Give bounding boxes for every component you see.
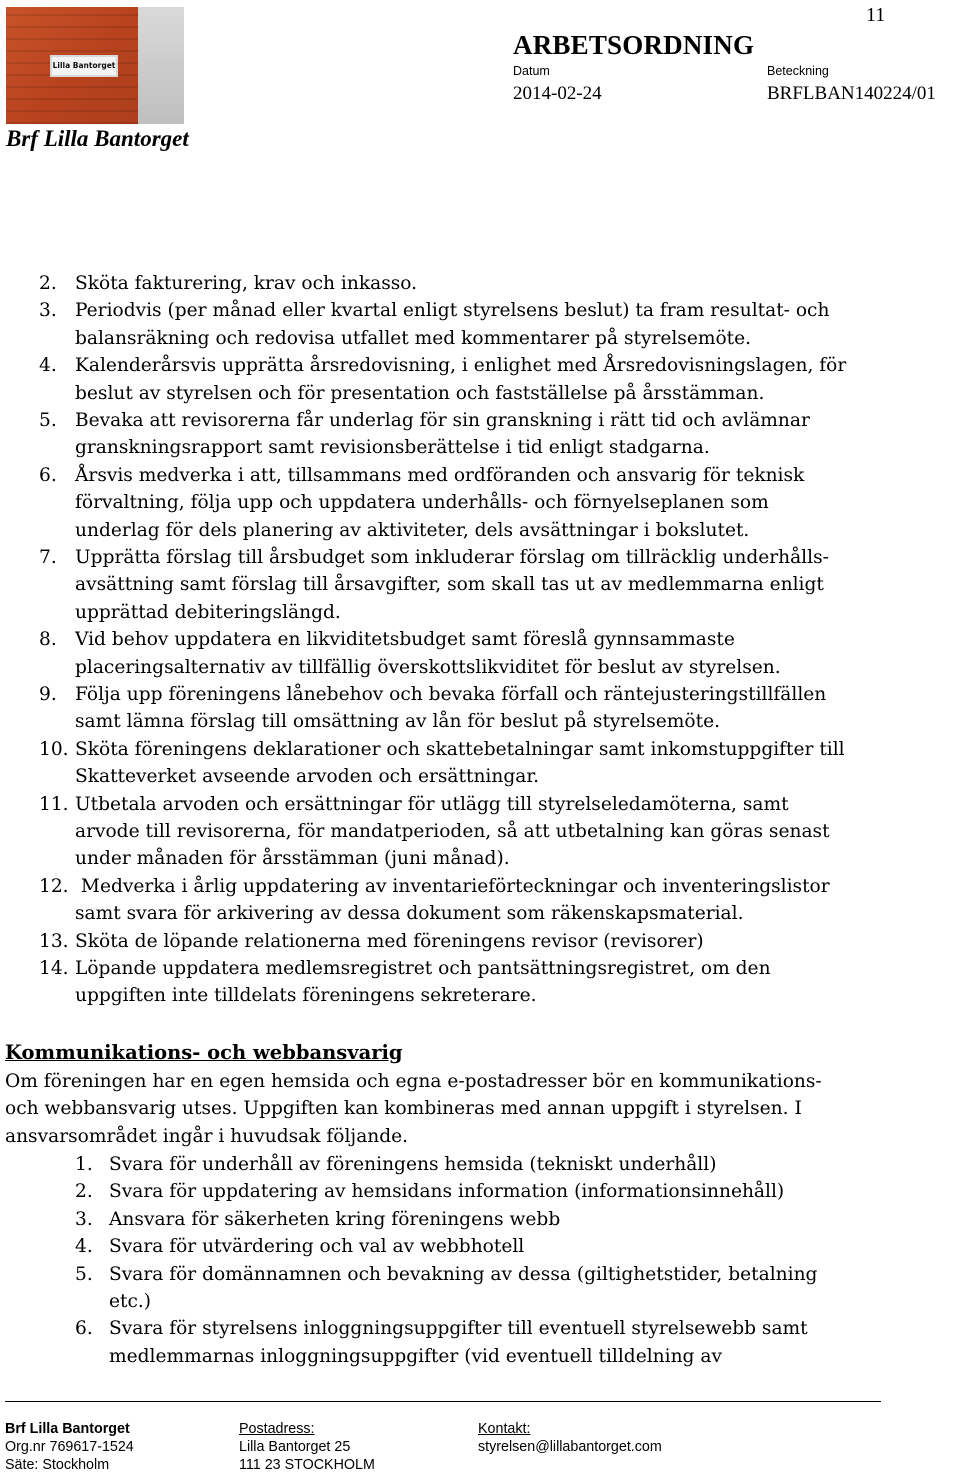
list-item xyxy=(39,736,939,791)
list-item-text: Periodvis (per månad eller kvartal enligt styrelsens beslut) ta fram resultat- och xyxy=(75,300,830,322)
list-item-number: 3. xyxy=(75,1208,93,1230)
date-label: Datum xyxy=(513,64,550,78)
list-item-text: Sköta fakturering, krav och inkasso. xyxy=(75,273,418,294)
list-item-text: Sköta de löpande relationerna med föreningens revisor (revisorer) xyxy=(75,930,704,952)
list-item-text: Svara för uppdatering av hemsidans information (informationsinnehåll) xyxy=(109,1181,785,1203)
list-item-text: uppgiften inte tilldelats föreningens sekreterare. xyxy=(75,985,537,1007)
list-item-number: 13. xyxy=(39,930,69,952)
list-item xyxy=(75,1233,960,1260)
list-item xyxy=(39,873,939,928)
list-item-text: Löpande uppdatera medlemsregistret och pantsättningsregistret, om den xyxy=(75,958,771,979)
list-item-text: avsättning samt förslag till årsavgifter, som skall tas ut av medlemmarna enligt xyxy=(75,574,824,596)
list-item-number: 8. xyxy=(39,629,57,651)
list-item xyxy=(75,1315,960,1370)
intro-line: och webbansvarig utses. Uppgiften kan kombineras med annan uppgift i styrelsen. I xyxy=(5,1098,802,1120)
list-item xyxy=(39,407,939,462)
list-item-text: Svara för domännamnen och bevakning av dessa (giltighetstider, betalning xyxy=(109,1263,818,1285)
list-item-text: etc.) xyxy=(109,1290,152,1312)
logo-sky xyxy=(138,7,184,124)
list-item xyxy=(39,544,939,626)
list-item-number: 5. xyxy=(75,1263,93,1285)
page-number: 11 xyxy=(866,4,886,26)
list-item-text: granskningsrapport samt revisionsberättelse i tid enligt stadgarna. xyxy=(75,437,710,459)
list-item xyxy=(39,462,939,544)
footer-address-label: Postadress: xyxy=(239,1421,315,1437)
reference-value: BRFLBAN140224/01 xyxy=(767,83,936,104)
list-item xyxy=(75,1261,960,1316)
list-item xyxy=(39,352,939,407)
list-item xyxy=(39,297,939,352)
list-item-text: Årsvis medverka i att, tillsammans med ordföranden och ansvarig för teknisk xyxy=(75,464,805,486)
list-item xyxy=(39,681,939,736)
list-item-text: Svara för utvärdering och val av webbhotell xyxy=(109,1236,525,1258)
list-item-text: under månaden för årsstämman (juni månad). xyxy=(75,848,510,870)
list-item-number: 11. xyxy=(39,793,69,815)
list-item xyxy=(39,791,939,873)
footer-seat: Säte: Stockholm xyxy=(5,1457,110,1473)
list-item-text: förvaltning, följa upp och uppdatera underhålls- och förnyelseplanen som xyxy=(75,492,769,514)
list-item-number: 12. xyxy=(39,875,69,897)
list-item-number: 7. xyxy=(39,547,57,568)
list-item-text: samt svara för arkivering av dessa dokument som räkenskapsmaterial. xyxy=(75,903,744,925)
list-item-text: placeringsalternativ av tillfällig överskottslikviditet för beslut av styrelsen. xyxy=(75,656,781,678)
footer-contact-label: Kontakt: xyxy=(478,1421,531,1437)
document-type: ARBETSORDNING xyxy=(513,30,755,60)
section-heading: Kommunikations- och webbansvarig xyxy=(5,1041,403,1064)
footer-org-name: Brf Lilla Bantorget xyxy=(5,1421,130,1437)
list-item xyxy=(39,626,939,681)
list-item xyxy=(75,1206,960,1233)
list-item-number: 14. xyxy=(39,958,69,979)
list-item-number: 3. xyxy=(39,300,57,322)
list-item xyxy=(39,270,939,297)
list-item-text: arvode till revisorerna, för mandatperioden, så att utbetalning kan göras senast xyxy=(75,820,830,842)
list-item-text: balansräkning och redovisa utfallet med kommentarer på styrelsemöte. xyxy=(75,327,752,349)
list-item-text: upprättad debiteringslängd. xyxy=(75,601,341,623)
list-item-number: 2. xyxy=(75,1181,93,1203)
list-item-text: Medverka i årlig uppdatering av inventarieförteckningar och inventeringslistor xyxy=(75,875,830,897)
list-item-text: Skatteverket avseende arvoden och ersättningar. xyxy=(75,766,540,788)
list-item-text: Vid behov uppdatera en likviditetsbudget samt föreslå gynnsammaste xyxy=(75,629,735,651)
reference-label: Beteckning xyxy=(767,64,829,78)
list-item-text: Upprätta förslag till årsbudget som inkluderar förslag om tillräcklig underhålls- xyxy=(75,547,829,568)
list-item-number: 1. xyxy=(75,1154,93,1175)
date-value: 2014-02-24 xyxy=(513,83,602,104)
footer-org-nr: Org.nr 769617-1524 xyxy=(5,1439,134,1455)
list-item-text: Utbetala arvoden och ersättningar för utlägg till styrelseledamöterna, samt xyxy=(75,793,789,815)
list-item-text: samt lämna förslag till omsättning av lån för beslut på styrelsemöte. xyxy=(75,711,721,733)
list-item xyxy=(75,1178,960,1205)
list-item-text: Svara för styrelsens inloggningsuppgifter till eventuell styrelsewebb samt xyxy=(109,1318,808,1340)
list-item xyxy=(39,955,939,1010)
list-item-number: 10. xyxy=(39,738,69,760)
intro-line: ansvarsområdet ingår i huvudsak följande. xyxy=(5,1125,409,1147)
list-item-text: Följa upp föreningens lånebehov och bevaka förfall och räntejusteringstillfällen xyxy=(75,684,827,705)
list-item-number: 9. xyxy=(39,684,57,705)
list-item-number: 4. xyxy=(75,1236,93,1258)
list-item-number: 4. xyxy=(39,355,57,377)
list-item-text: Ansvara för säkerheten kring föreningens webb xyxy=(109,1208,561,1230)
intro-line: Om föreningen har en egen hemsida och egna e-postadresser bör en kommunikations- xyxy=(5,1071,822,1092)
list-item-text: Kalenderårsvis upprätta årsredovisning, i enlighet med Årsredovisningslagen, för xyxy=(75,355,847,377)
footer-address-line: 111 23 STOCKHOLM xyxy=(239,1457,375,1473)
list-item-number: 5. xyxy=(39,410,57,431)
logo-sign: Lilla Bantorget xyxy=(50,55,118,77)
footer-address-line: Lilla Bantorget 25 xyxy=(239,1439,351,1455)
footer-email[interactable]: styrelsen@lillabantorget.com xyxy=(478,1439,662,1455)
list-item-text: medlemmarnas inloggningsuppgifter (vid eventuell tilldelning av xyxy=(109,1345,722,1367)
list-item-number: 6. xyxy=(39,464,57,486)
section-intro xyxy=(5,1068,905,1150)
list-item-number: 2. xyxy=(39,273,57,294)
logo xyxy=(6,7,184,124)
footer-rule xyxy=(5,1401,881,1402)
list-item-number: 6. xyxy=(75,1318,93,1340)
list-item-text: Bevaka att revisorerna får underlag för sin granskning i rätt tid och avlämnar xyxy=(75,410,810,431)
list-item-text: Svara för underhåll av föreningens hemsida (tekniskt underhåll) xyxy=(109,1154,717,1175)
list-item xyxy=(75,1151,960,1178)
list-item-text: Sköta föreningens deklarationer och skattebetalningar samt inkomstuppgifter till xyxy=(75,738,845,760)
list-item-text: underlag för dels planering av aktiviteter, dels avsättningar i bokslutet. xyxy=(75,519,750,541)
org-title: Brf Lilla Bantorget xyxy=(6,126,189,151)
list-item-text: beslut av styrelsen och för presentation och fastställelse på årsstämman. xyxy=(75,382,765,404)
list-item xyxy=(39,928,939,955)
